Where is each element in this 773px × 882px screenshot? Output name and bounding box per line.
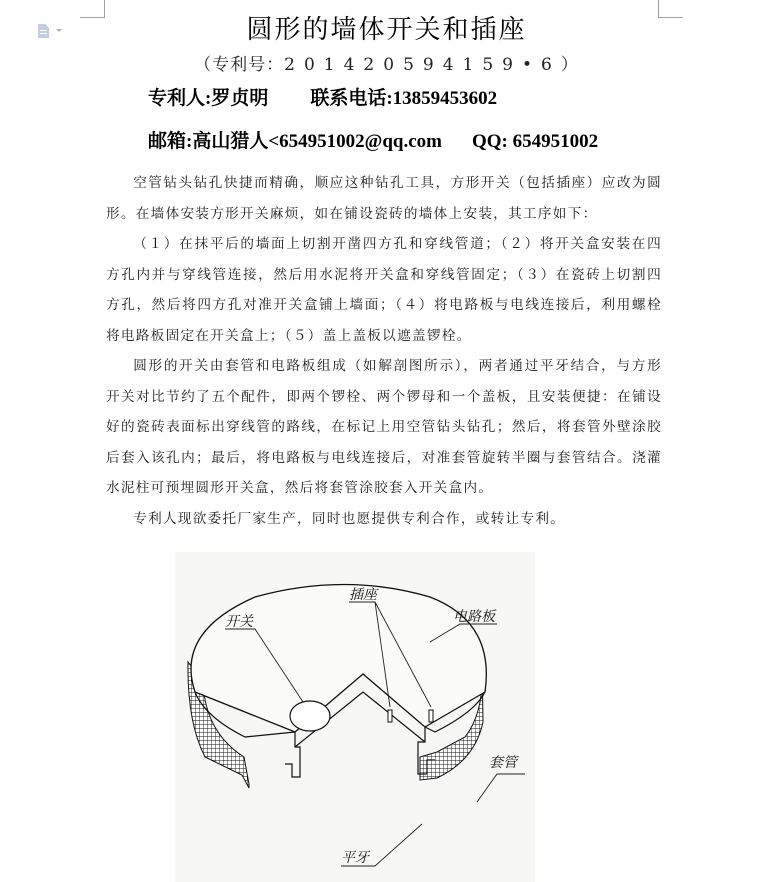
contact-line <box>148 129 598 155</box>
patentee-line <box>148 86 497 112</box>
circuit-board-top <box>191 585 486 733</box>
label-circuit-board: 电路板 <box>453 609 495 625</box>
switch-hole <box>290 701 330 731</box>
leader-sleeve <box>477 774 525 802</box>
paragraph: 专利人现欲委托厂家生产，同时也愿提供专利合作，或转让专利。 <box>133 510 566 527</box>
label-socket: 插座 <box>349 587 377 603</box>
patent-number: 201420594159•6 <box>284 55 561 75</box>
patent-number-prefix: （专利号： <box>194 55 285 75</box>
patent-number-suffix: ） <box>560 55 579 75</box>
patentee: 专利人:罗贞明 <box>148 88 269 109</box>
email: 邮箱:高山猎人<654951002@qq.com <box>148 131 442 152</box>
paragraph: （１）在抹平后的墙面上切割开凿四方孔和穿线管道；（２）将开关盒安装在四方孔内并与穿线管连接，然后用水泥将开关盒和穿线管固定；（３）在瓷砖上切割四方孔，然后将四方孔对准开关盒铺上墙面；（４）将电路板与电线连接后，利用螺栓将电路板固定在开关盒上；（５）盖上盖板以遮盖锣栓。 <box>106 236 662 344</box>
cross-section-diagram <box>175 552 535 882</box>
socket-pin-left <box>388 710 392 722</box>
label-sleeve: 套管 <box>489 755 517 771</box>
label-flat-thread: 平牙 <box>341 850 369 866</box>
socket-pin-right <box>429 710 433 722</box>
document-body <box>106 168 662 534</box>
paragraph: 空管钻头钻孔快捷而精确，顺应这种钻孔工具，方形开关（包括插座）应改为圆形。在墙体安装方形开关麻烦，如在铺设瓷砖的墙体上安装，其工序如下： <box>106 175 662 222</box>
flat-thread-left <box>285 732 300 777</box>
qq: QQ: 654951002 <box>471 131 599 152</box>
patent-number-line <box>0 53 773 77</box>
label-switch: 开关 <box>225 614 253 630</box>
paragraph: 圆形的开关由套管和电路板组成（如解剖图所示），两者通过平牙结合，与方形开关对比节约了五个配件，即两个锣栓、两个锣母和一个盖板，且安装便捷：在铺设好的瓷砖表面标出穿线管的路线，在标记上用空管钻头钻孔；然后，将套管外壁涂胶后套入该孔内；最后，将电路板与电线连接后，对准套管旋转半圈与套管结合。浇灌水泥柱可预埋圆形开关盒，然后将套管涂胶套入开关盒内。 <box>106 358 662 496</box>
phone: 联系电话:13859453602 <box>310 88 498 109</box>
document-title: 圆形的墙体开关和插座 <box>246 15 527 45</box>
